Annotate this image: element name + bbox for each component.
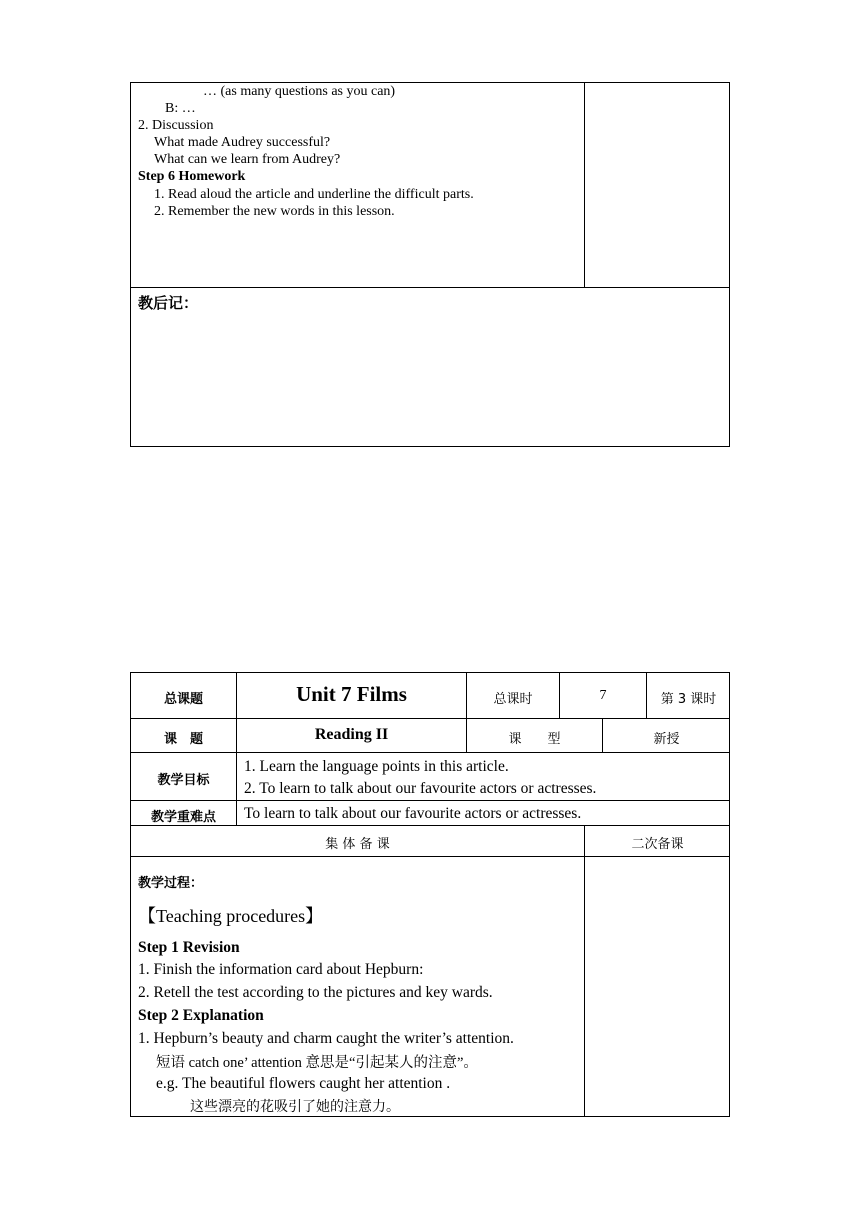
top-table-row-divider <box>130 287 730 288</box>
objectives-label: 教学目标 <box>157 773 210 788</box>
row-divider <box>130 856 730 857</box>
total-periods-label: 总课时 <box>493 692 533 707</box>
step2-phrase-note: 短语 catch one’ attention 意思是“引起某人的注意”。 <box>156 1055 478 1071</box>
collective-prep-label: 集 体 备 课 <box>325 837 390 852</box>
step1-item-2: 2. Retell the test according to the pictures and key wards. <box>138 984 493 1001</box>
step1-item-1: 1. Finish the information card about Hepburn: <box>138 961 424 978</box>
key-points-label: 教学重难点 <box>150 810 216 825</box>
lesson-title-label: 课 题 <box>163 732 203 747</box>
discussion-question-1: What made Audrey successful? <box>154 135 331 150</box>
step2-translation: 这些漂亮的花吸引了她的注意力。 <box>190 1099 400 1115</box>
homework-item-1: 1. Read aloud the article and underline the difficult parts. <box>154 187 474 202</box>
step1-heading: Step 1 Revision <box>138 939 240 956</box>
row-divider <box>130 752 730 753</box>
discussion-question-2: What can we learn from Audrey? <box>154 152 341 167</box>
step2-heading: Step 2 Explanation <box>138 1007 264 1024</box>
step6-heading: Step 6 Homework <box>138 169 246 184</box>
homework-item-2: 2. Remember the new words in this lesson. <box>154 204 395 219</box>
period-label: 第 3 课时 <box>660 692 717 707</box>
row-divider <box>130 825 730 826</box>
topic-label: 总课题 <box>163 692 203 707</box>
process-label: 教学过程： <box>138 876 204 891</box>
key-points-value: To learn to talk about our favourite actors or actresses. <box>244 805 582 822</box>
total-periods-value: 7 <box>599 688 607 703</box>
discussion-heading: 2. Discussion <box>138 118 214 133</box>
top-table-column-divider <box>584 82 585 288</box>
lesson-title-value: Reading II <box>314 726 389 743</box>
dialogue-b-line: B: … <box>165 101 196 116</box>
topic-value: Unit 7 Films <box>296 682 407 706</box>
row-divider <box>130 800 730 801</box>
step2-example: e.g. The beautiful flowers caught her attention . <box>156 1075 451 1092</box>
post-lesson-notes-label: 教后记： <box>138 294 199 312</box>
objective-item-2: 2. To learn to talk about our favourite actors or actresses. <box>244 780 597 797</box>
lesson-type-value: 新授 <box>653 732 680 747</box>
lesson-type-label: 课 型 <box>508 732 561 747</box>
objective-item-1: 1. Learn the language points in this article. <box>244 758 509 775</box>
questions-line: … (as many questions as you can) <box>203 84 396 99</box>
row-divider <box>130 718 730 719</box>
secondary-prep-label: 二次备课 <box>631 837 684 852</box>
step2-line-1: 1. Hepburn’s beauty and charm caught the writer’s attention. <box>138 1030 514 1047</box>
procedures-heading: 【Teaching procedures】 <box>138 906 324 926</box>
prep-column-divider <box>584 825 585 1117</box>
